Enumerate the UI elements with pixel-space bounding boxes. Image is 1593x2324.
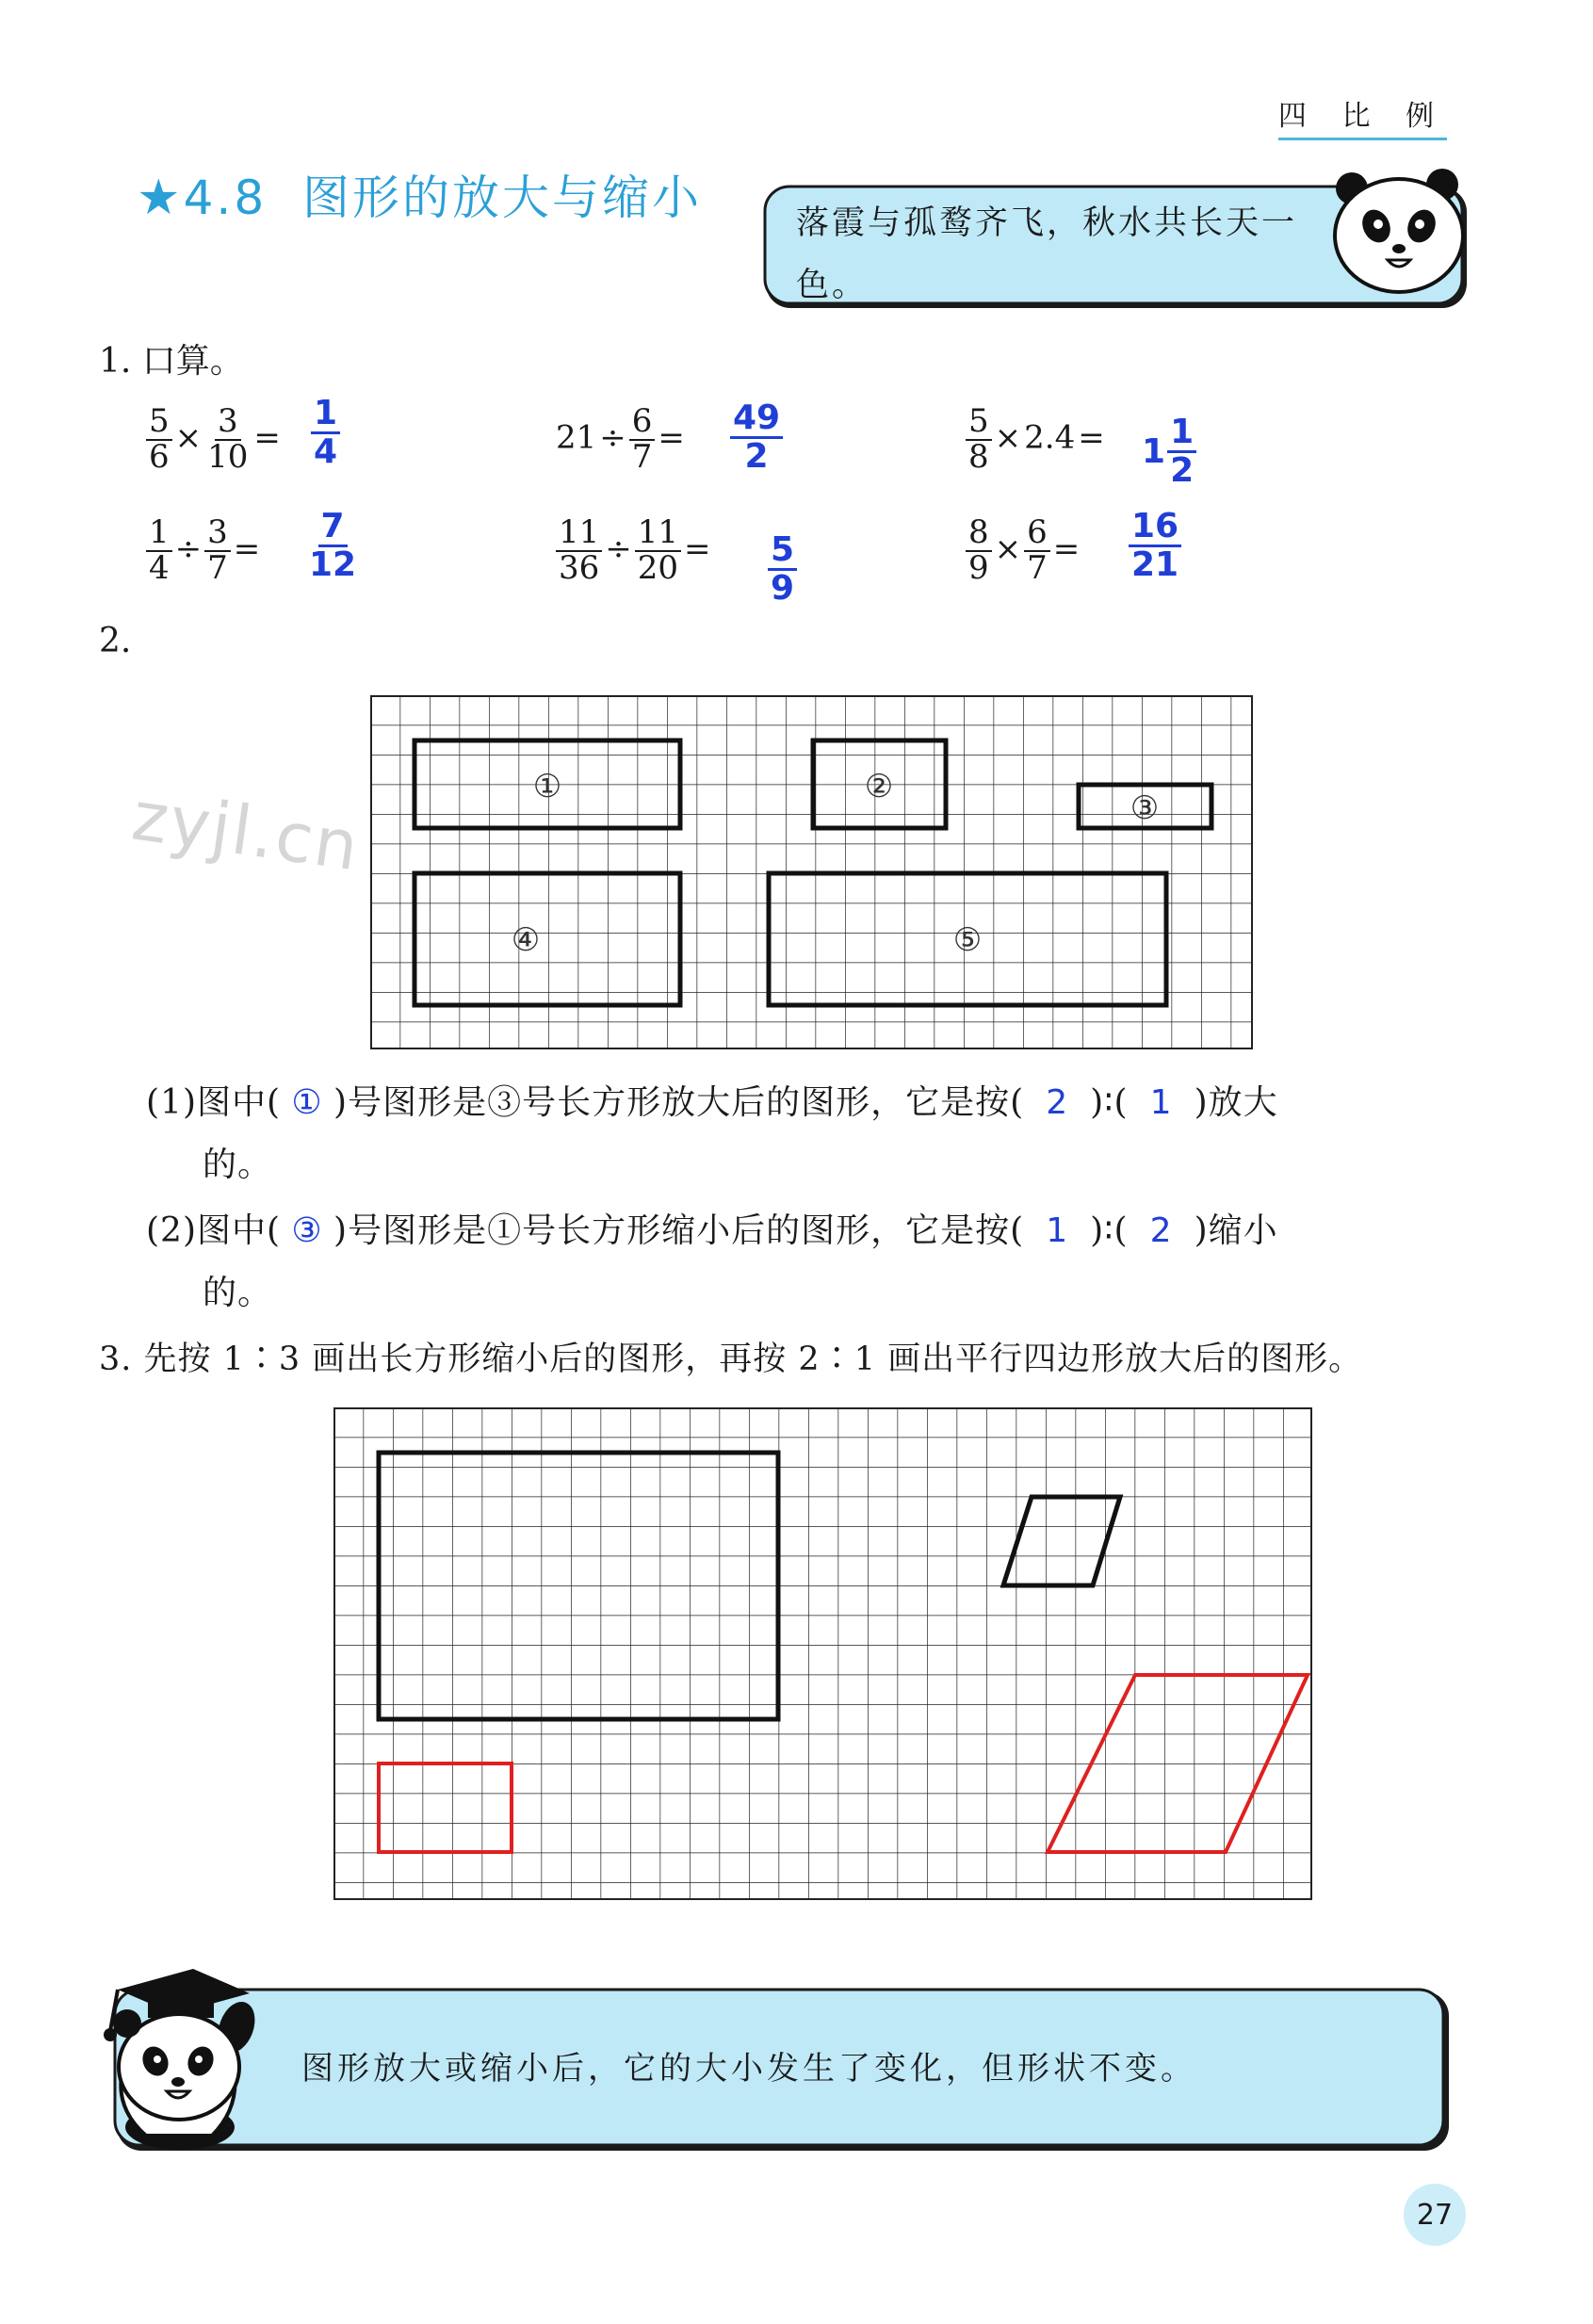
q1-expr-2: 21÷ $\frac{6}{7}$ = bbox=[556, 402, 685, 476]
q3-label: 3. 先按 1∶3 画出长方形缩小后的图形，再按 2∶1 画出平行四边形放大后的图形。 bbox=[99, 1341, 1363, 1378]
q2-sub1: (1)图中( ① )号图形是③号长方形放大后的图形，它是按( 2 )∶( 1 )放大 bbox=[146, 1083, 1278, 1122]
q1-expr-1: $\frac{5}{6}$ × $\frac{3}{10}$ = bbox=[146, 405, 284, 474]
q1-answer-5: $\frac{5}{9}$ bbox=[768, 532, 797, 607]
section-title bbox=[137, 160, 702, 228]
q2-sub1-tail: 的。 bbox=[203, 1146, 273, 1184]
q1-answer-3: 1 $\frac{1}{2}$ bbox=[1142, 414, 1196, 489]
q1-expr-5: $\frac{11}{36}$ ÷ $\frac{11}{20}$ = bbox=[556, 516, 714, 585]
shape-label-1: ① bbox=[532, 768, 562, 805]
star-icon: ★ bbox=[137, 170, 184, 226]
tip-bubble bbox=[113, 1988, 1451, 2153]
chapter-header: 四 比 例 bbox=[1278, 92, 1447, 140]
q2-label: 2. bbox=[99, 622, 132, 660]
q1-answer-6: $\frac{16}{21}$ bbox=[1129, 509, 1181, 583]
q1-label: 1. 口算。 bbox=[99, 342, 244, 381]
q3-grid bbox=[333, 1407, 1313, 1901]
q2-sub2-tail: 的。 bbox=[203, 1274, 273, 1312]
shape-label-4: ④ bbox=[511, 921, 541, 959]
tip-text: 图形放大或缩小后，它的大小发生了变化，但形状不变。 bbox=[301, 2050, 1196, 2088]
section-title-text: 图形的放大与缩小 bbox=[301, 171, 702, 225]
panda-head-icon bbox=[1324, 168, 1474, 300]
panda-graduate-icon bbox=[89, 1961, 268, 2150]
page-number: 27 bbox=[1404, 2184, 1466, 2246]
q1-expr-3: $\frac{5}{8}$ ×2.4= bbox=[966, 405, 1108, 474]
shape-label-3: ③ bbox=[1130, 789, 1160, 827]
section-number: 4.8 bbox=[183, 171, 268, 225]
q1-expr-4: $\frac{1}{4}$ ÷ $\frac{3}{7}$ = bbox=[146, 516, 263, 585]
watermark: zyjl.cn bbox=[127, 775, 366, 886]
q1-answer-1: $\frac{1}{4}$ bbox=[311, 396, 340, 470]
q2-sub2: (2)图中( ③ )号图形是①号长方形缩小后的图形，它是按( 1 )∶( 2 )缩小 bbox=[146, 1211, 1278, 1250]
shape-label-2: ② bbox=[864, 768, 894, 805]
q1-answer-2: $\frac{49}{2}$ bbox=[730, 400, 783, 475]
shape-label-5: ⑤ bbox=[952, 921, 983, 959]
quote-text: 落霞与孤鹜齐飞，秋水共长天一色。 bbox=[796, 204, 1298, 304]
q1-answer-4: $\frac{7}{12}$ bbox=[309, 507, 357, 584]
q2-grid bbox=[370, 695, 1254, 1049]
q1-expr-6: $\frac{8}{9}$ × $\frac{6}{7}$ = bbox=[966, 516, 1082, 585]
